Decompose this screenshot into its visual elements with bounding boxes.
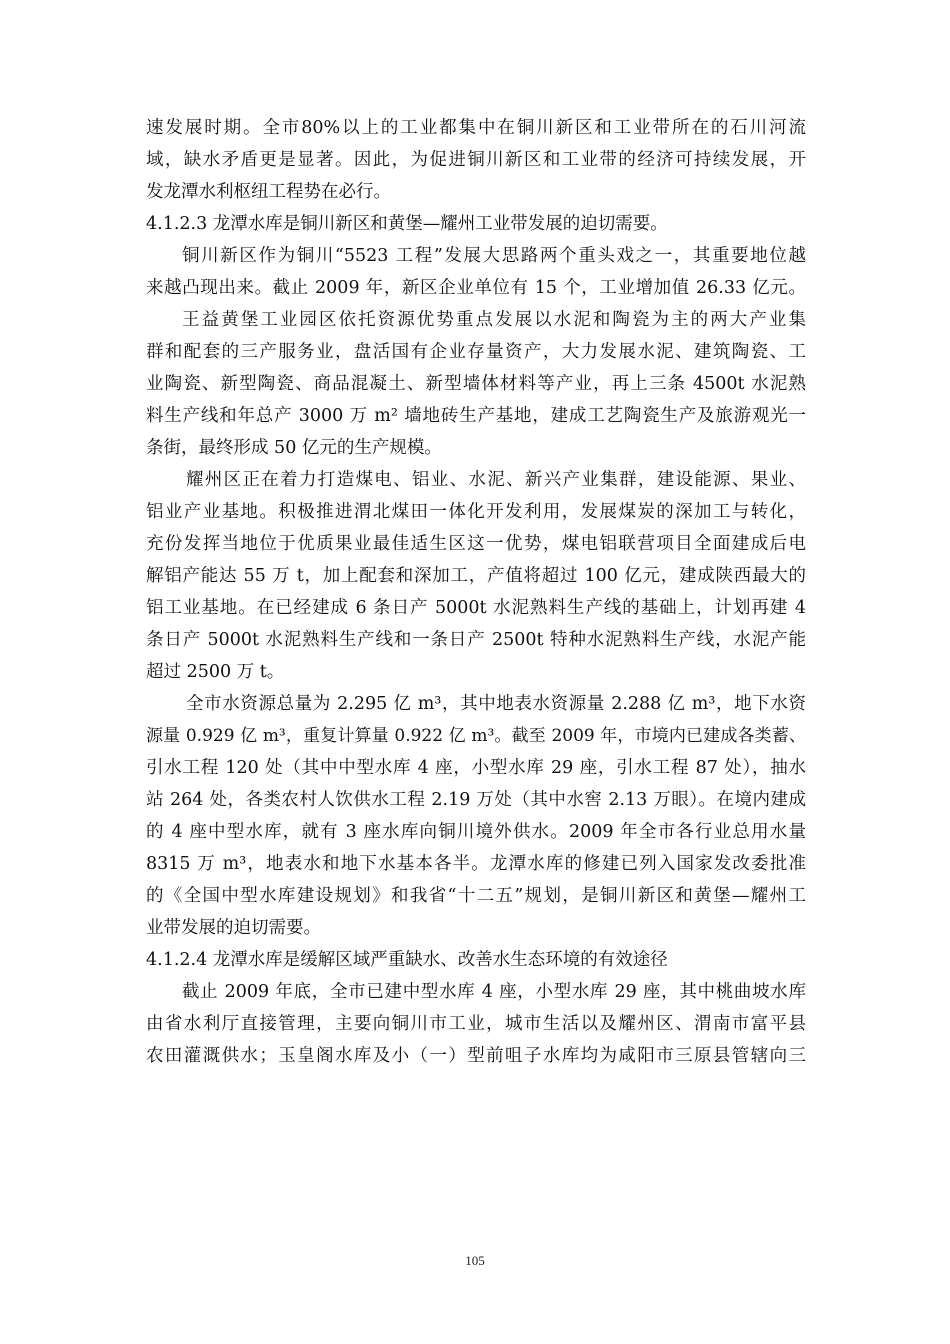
text-line: 速发展时期。全市80%以上的工业都集中在铜川新区和工业带所在的石川河流 [146,118,806,138]
text-line: 引水工程 120 处（其中中型水库 4 座，小型水库 29 座，引水工程 87 处），抽水 [146,758,806,778]
text-line: 的《全国中型水库建设规划》和我省“十二五”规划，是铜川新区和黄堡—耀州工 [146,886,806,906]
text-line: 王益黄堡工业园区依托资源优势重点发展以水泥和陶瓷为主的两大产业集 [182,310,806,330]
text-line: 条街，最终形成 50 亿元的生产规模。 [146,438,442,458]
text-line: 域，缺水矛盾更是显著。因此，为促进铜川新区和工业带的经济可持续发展，开 [146,150,806,170]
text-line: 耀州区正在着力打造煤电、铝业、水泥、新兴产业集群，建设能源、果业、 [186,470,806,490]
text-line: 农田灌溉供水；玉皇阁水库及小（一）型前咀子水库均为咸阳市三原县管辖向三 [146,1046,806,1066]
text-line: 发龙潭水利枢纽工程势在必行。 [146,182,391,202]
text-line: 超过 2500 万 t。 [146,662,285,682]
text-line: 站 264 处，各类农村人饮供水工程 2.19 万处（其中水窖 2.13 万眼）。在境内建成 [146,790,806,810]
text-line: 业带发展的迫切需要。 [146,918,321,938]
text-line: 铝业产业基地。积极推进渭北煤田一体化开发利用，发展煤炭的深加工与转化， [146,502,806,522]
text-line: 群和配套的三产服务业，盘活国有企业存量资产，大力发展水泥、建筑陶瓷、工 [146,342,806,362]
page-number: 105 [465,1253,485,1268]
text-line: 由省水利厅直接管理，主要向铜川市工业，城市生活以及耀州区、渭南市富平县 [146,1014,806,1034]
text-line: 充份发挥当地位于优质果业最佳适生区这一优势，煤电铝联营项目全面建成后电 [146,534,806,554]
text-line: 截止 2009 年底，全市已建中型水库 4 座，小型水库 29 座，其中桃曲坡水库 [182,982,806,1002]
text-line: 铝工业基地。在已经建成 6 条日产 5000t 水泥熟料生产线的基础上，计划再建 4 [146,598,806,618]
document-body [146,112,806,1072]
text-line: 4.1.2.4 龙潭水库是缓解区域严重缺水、改善水生态环境的有效途径 [146,950,668,970]
text-line: 条日产 5000t 水泥熟料生产线和一条日产 2500t 特种水泥熟料生产线，水泥产能 [146,630,806,650]
text-line: 来越凸现出来。截止 2009 年，新区企业单位有 15 个，工业增加值 26.33 亿元。 [146,278,806,298]
text-line: 源量 0.929 亿 m³，重复计算量 0.922 亿 m³。截至 2009 年，市境内已建成各类蓄、 [146,726,806,746]
text-line: 料生产线和年总产 3000 万 m² 墙地砖生产基地，建成工艺陶瓷生产及旅游观光一 [146,406,806,426]
text-line: 解铝产能达 55 万 t，加上配套和深加工，产值将超过 100 亿元，建成陕西最大的 [146,566,806,586]
text-line: 铜川新区作为铜川“5523 工程”发展大思路两个重头戏之一，其重要地位越 [182,246,806,266]
text-line: 全市水资源总量为 2.295 亿 m³，其中地表水资源量 2.288 亿 m³，地下水资 [186,694,806,714]
text-line: 8315 万 m³，地表水和地下水基本各半。龙潭水库的修建已列入国家发改委批准 [146,854,806,874]
text-line: 的 4 座中型水库，就有 3 座水库向铜川境外供水。2009 年全市各行业总用水量 [146,822,806,842]
text-line: 业陶瓷、新型陶瓷、商品混凝土、新型墙体材料等产业，再上三条 4500t 水泥熟 [146,374,806,394]
text-line: 4.1.2.3 龙潭水库是铜川新区和黄堡—耀州工业带发展的迫切需要。 [146,214,668,234]
